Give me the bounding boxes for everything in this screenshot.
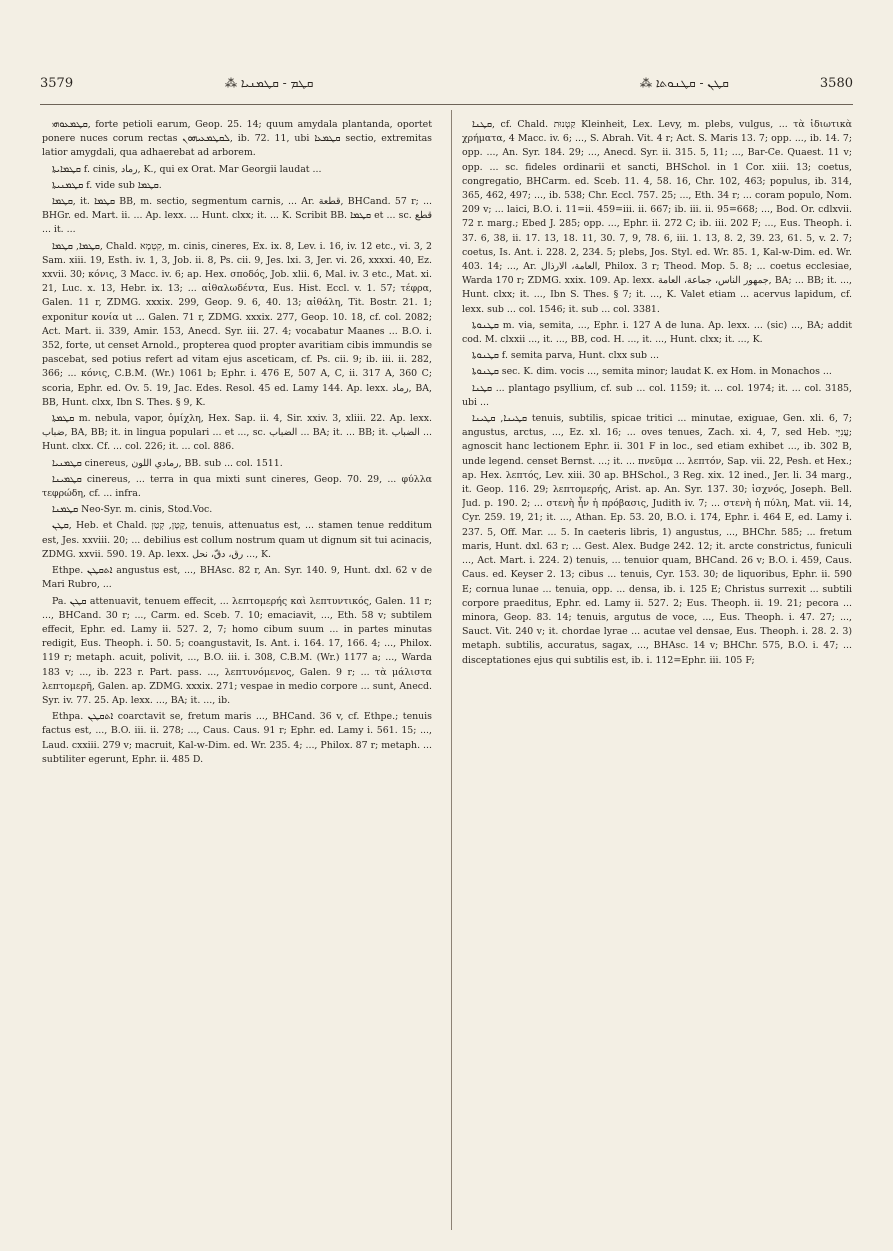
dictionary-entry: ܩܛܡܐܝܬܐ f. cinis, رماد, K., qui ex Orat. Mar Georgii laudat ... (52, 163, 322, 175)
dictionary-entry: ܩܛܢܐ, cf. Chald. קַטְנוּת Kleinheit, Lex. Levy, m. plebs, vulgus, ... τὰ ἰδιωτικὰ χρήματα, 4 Macc. iv. 6; ..., S. Abrah. Vit. 4 r; Act. S. Maris 13. 7; opp. ..., ib. 14. 7; opp. ..., An. Syr. 184. 29; ..., Anecd. Syr. ii. 315. 5, 11; ..., Bar-Ce. Quaest. 11 v; opp. ... sc. fideles ordinarii et sancti, BHSchol. in 1 Cor. xiii. 13; coetus, congregatio, BHCarm. ed. Sceb. 11. 4, 58. 16, Chr. 102, 463; populus, ib. 314, 365, 462, 497; ..., ib. 538; Chr. Eccl. 757. 25; ..., Eth. 34 r; ... coram populo, Nom. 209 v; ... laici, B.O. i. 11=ii. 459=iii. ii. 667; ib. iii. ii. 95=668; ..., Bod. Or. cdlxvii. 72 r. marg.; Ebed J. 285; opp. ..., Ephr. ii. 272 C; ib. iii. 202 F; ..., Eus. Theoph. i. 37. 6, 38, ii. 17. 13, 18. 11, 30. 7, 9, 78. 6, iii. 1. 13, 8. 2, 39. 23, 61. 5, v. 2. 7; coetus, Is. Ant. i. 228. 2, 234. 5; plebs, Jos. Styl. ed. Wr. 85. 1, Kal-w-Dim. ed. Wr. 403. 14; ..., Ar. العامة، الارذال, Philox. 3 r; Theod. Mop. 5. 8; ... coetus ecclesiae, Warda 170 r; ZDMG. xxix. 109. Ap. lexx. جمهور الناس، جماعة، العامة, BA; ... BB; it. ..., Hunt. clxx; it. ..., Ibn S. Thes. § 7; it. ..., K. Valet etiam ... acervus lapidum, cf. lexx. sub ... col. 1546; it. sub ... col. 3381. (462, 119, 852, 315)
dictionary-entry: Ethpa. ܐܬܩܛܢ coarctavit se, fretum maris ..., BHCand. 36 v, cf. Ethpe.; tenuis factus est, ..., B.O. iii. ii. 278; ..., Caus. Caus. 91 r; Ephr. ed. Lamy i. 561. 15; ..., Laud. cxxiii. 279 v; macruit, Kal-w-Dim. ed. Wr. 235. 4; ..., Philox. 87 r; metaph. ... subtiliter egerunt, Ephr. ii. 485 D. (42, 711, 432, 765)
page-header (40, 76, 853, 98)
dictionary-entry: Pa. ܩܛܢ attenuavit, tenuem effecit, ... λεπτομερής καὶ λεπτυντικός, Galen. 11 r; ..., BHCand. 30 r; ..., Carm. ed. Sceb. 7. 10; emaciavit, ..., Eth. 58 v; subtilem effecit, Ephr. ed. Lamy ii. 527. 2, 7; homo cibum suum ... in partes minutas redigit, Eus. Theoph. i. 50. 5; coangustavit, Is. Ant. i. 164. 17, 166. 4; ..., Philox. 119 r; metaph. acuit, polivit, ..., B.O. iii. i. 308, C.B.M. (Wr.) 1177 a; ..., Warda 183 v; ..., ib. 223 r. Part. pass. ..., λεπτυνόμενος, Galen. 9 r; ... τὰ μάλιστα λεπτομερῆ, Galen. ap. ZDMG. xxxix. 271; vespae in medio corpore ... sunt, Anecd. Syr. iv. 77. 25. Ap. lexx. ..., BA; it. ..., ib. (42, 595, 432, 706)
dictionary-entry: ܩܛܡܬܐ m. nebula, vapor, ὁμίχλη, Hex. Sap. ii. 4, Sir. xxiv. 3, xliii. 22. Ap. lexx. ضباب, BA, BB; it. in lingua populari ... et ..., sc. الضباب ... BA; it. ... BB; it. الضباب ... Hunt. clxx. Cf. ... col. 226; it. ... col. 886. (42, 413, 432, 453)
left-column (42, 118, 432, 1228)
header-rule (40, 104, 853, 105)
column-divider (451, 110, 452, 1230)
dictionary-entry: ܩܛܡܢܐ Neo-Syr. m. cinis, Stod.Voc. (52, 504, 213, 516)
dictionary-entry: ܩܛܡܢܝܬܐ f. vide sub ܩܛܡܐ. (52, 179, 162, 191)
dictionary-entry: ܩܛܝܢܐ, ܩܛܝܢܐ tenuis, subtilis, spicae tritici ... minutae, exiguae, Gen. xli. 6, 7; angustus, arctus, ..., Ez. xl. 16; ... oves tenues, Zach. xi. 4, 7, sed Heb. עֲנִיֵּי; agnoscit hanc lectionem Ephr. ii. 301 F in loc., sed etiam exhibet ..., ib. 302 B, unde legend. censet Bernst. ...; it. ... πνεῦμα ... λεπτόν, Sap. vii. 22, Pesh. et Hex.; ap. Hex. λεπτός, Lev. xiii. 30 ap. BHSchol., 3 Reg. xix. 12 ined., Jer. li. 34 marg., it. Geop. 116. 29; λεπτομερής, Arist. ap. An. Syr. 137. 30; ἰσχνός, Joseph. Bell. Jud. p. 190. 2; ... στενὴ ἦν ἡ πρόβασις, Judith iv. 7; ... στενὴ ἡ πύλη, Mat. vii. 14, Cyr. 259. 19, 21; it. ..., Athan. Ep. 53. 20, B.O. i. 174, Ephr. i. 464 E, ed. Lamy i. 237. 5, Off. Mar. ... 5. In caeteris libris, 1) angustus, ..., BHChr. 585; ... fretum maris, Hunt. dxl. 63 r; ... Gest. Alex. Budge 242. 12; it. arcte constrictus, funiculi ..., Act. Mart. i. 224. 2) tenuis, ... tenuior quam, BHCand. 26 v; B.O. i. 459, Caus. Caus. ed. Keyser 2. 13; cibus ... tenuis, Cyr. 153. 30; de liquoribus, Ephr. ii. 590 E; cornua lunae ... tenuia, opp. ... densa, ib. i. 125 E; Christus surrexit ... subtili corpore praeditus, Ephr. ed. Lamy ii. 527. 2; Eus. Theoph. ii. 19. 21; pecora ... minora, Geop. 83. 14; tenuis, argutus de voce, ..., Eus. Theoph. i. 47. 27; ..., Sauct. Vit. 240 v; it. chordae lyrae ... acutae vel densae, Eus. Theoph. i. 28. 2. 3) metaph. subtilis, accuratus, sagax, ..., BHAsc. 14 v; BHChr. 575, B.O. i. 47; ... disceptationes ejus qui subtilis est, ib. i. 112=Ephr. iii. 105 F; (462, 413, 852, 666)
dictionary-entry: ܩܛܡܥܘܗܝ, forte petioli earum, Geop. 25. 14; quum amydala plantanda, oportet ponere nuces corum rectas ܠܩܛܡܥܝܗܘܢ, ib. 72. 11, ubi ܩܛܡܥܐ sectio, extremitas latior amygdali, qua adhaerebat ad arborem. (42, 119, 432, 159)
dictionary-entry: ܩܛܡܝܢܐ cinereus, ... terra in qua mixti sunt cineres, Geop. 70. 29, ... φύλλα τεφρώδη, cf. ... infra. (42, 473, 432, 500)
dictionary-entry: ܩܛܢܘܬܐ sec. K. dim. vocis ..., semita minor; laudat K. ex Hom. in Monachos ... (472, 366, 832, 378)
dictionary-entry: Ethpe. ܐܬܩܛܢ angustus est, ..., BHAsc. 82 r, An. Syr. 140. 9, Hunt. dxl. 62 v de Mari Rubro, ... (42, 565, 432, 591)
running-head-left: ⁂ ܩܛܡ - ܩܛܡܢܝܐ (225, 76, 314, 90)
dictionary-entry: ܩܛܢܘܬܐ m. via, semita, ..., Ephr. i. 127 A de luna. Ap. lexx. ... (sic) ..., BA; addit cod. M. clxxii ..., it. ..., BB, cod. H. ..., it. ..., Hunt. clxx; it. ..., K. (462, 319, 852, 346)
right-column (462, 118, 852, 1228)
dictionary-entry: ܩܛܢ, Heb. et Chald. קָטָן, קְטַן, tenuis, attenuatus est, ... stamen tenue redditum est, Jes. xxviii. 20; ... debilius est collum nostrum quam ut dignum sit tui acinacis, ZDMG. xxvii. 590. 19. Ap. lexx. رق، دقّ، نحل ..., K. (42, 520, 432, 560)
dictionary-entry: ܩܛܡܐ, it. ܩܛܡܐ BB, m. sectio, segmentum carnis, ... Ar. قطعة, BHCand. 57 r; ... BHGr. ed. Mart. ii. ... Ap. lexx. ... Hunt. clxx; it. ... K. Scribit BB. ܩܛܡܐ et ... sc. قطع ... it. ... (42, 196, 432, 236)
dictionary-entry: ܩܛܢܘܬܐ f. semita parva, Hunt. clxx sub ... (472, 350, 659, 362)
page-number-right: 3580 (819, 76, 853, 91)
dictionary-entry: ܩܛܡܐ, ܩܛܡܐ, Chald. קִטְמָא, m. cinis, cineres, Ex. ix. 8, Lev. i. 16, iv. 12 etc., vi. 3, 2 Sam. xiii. 19, Esth. iv. 1, 3, Job. ii. 8, Ps. cii. 9, Jes. lxi. 3, Jer. vi. 26, xxxxi. 40, Ez. xxvii. 30; κόνις, 3 Macc. iv. 6; ap. Hex. σποδός, Job. xlii. 6, Mal. iv. 3 etc., Mat. xi. 21, Luc. x. 13, Hebr. ix. 13; ... αἰθαλωδέντα, Eus. Hist. Eccl. v. 1. 57; τέφρα, Galen. 11 r, ZDMG. xxxix. 299, Geop. 9. 6, 40. 13; αἰθάλη, Tit. Bostr. 21. 1; exponitur κονία ut ... Galen. 71 r, ZDMG. xxxix. 277, Geop. 10. 18, cf. col. 2082; Act. Mart. ii. 339, Amir. 153, Anecd. Syr. iii. 27. 4; vocabatur Maanes ... B.O. i. 352, forte, ut censet Arnold., propterea quod propter avaritiam cibis immundis se pascebat, sed potius refert ad vitam ejus asceticam, cf. Ps. cii. 9; ib. iii. ii. 282, 366; ... κόνις, C.B.M. (Wr.) 1061 b; Ephr. i. 476 E, 507 A, C, ii. 317 A, 360 C; scoria, Ephr. ed. Ov. 5. 19, Jac. Edes. Resol. 45 ed. Lamy 144. Ap. lexx. رماد, BA, BB, Hunt. clxx, Ibn S. Thes. § 9, K. (42, 240, 432, 408)
dictionary-entry: ܩܛܡܢܝܐ cinereus, رمادي اللون, BB. sub ... col. 1511. (52, 457, 283, 469)
page-number-left: 3579 (40, 76, 74, 91)
running-head-right: ⁂ ܩܛܢ - ܩܛܢܘܬܐ (640, 76, 729, 90)
dictionary-entry: ܩܛܢܐ ... plantago psyllium, cf. sub ... col. 1159; it. ... col. 1974; it. ... col. 3185, ubi ... (462, 382, 852, 408)
